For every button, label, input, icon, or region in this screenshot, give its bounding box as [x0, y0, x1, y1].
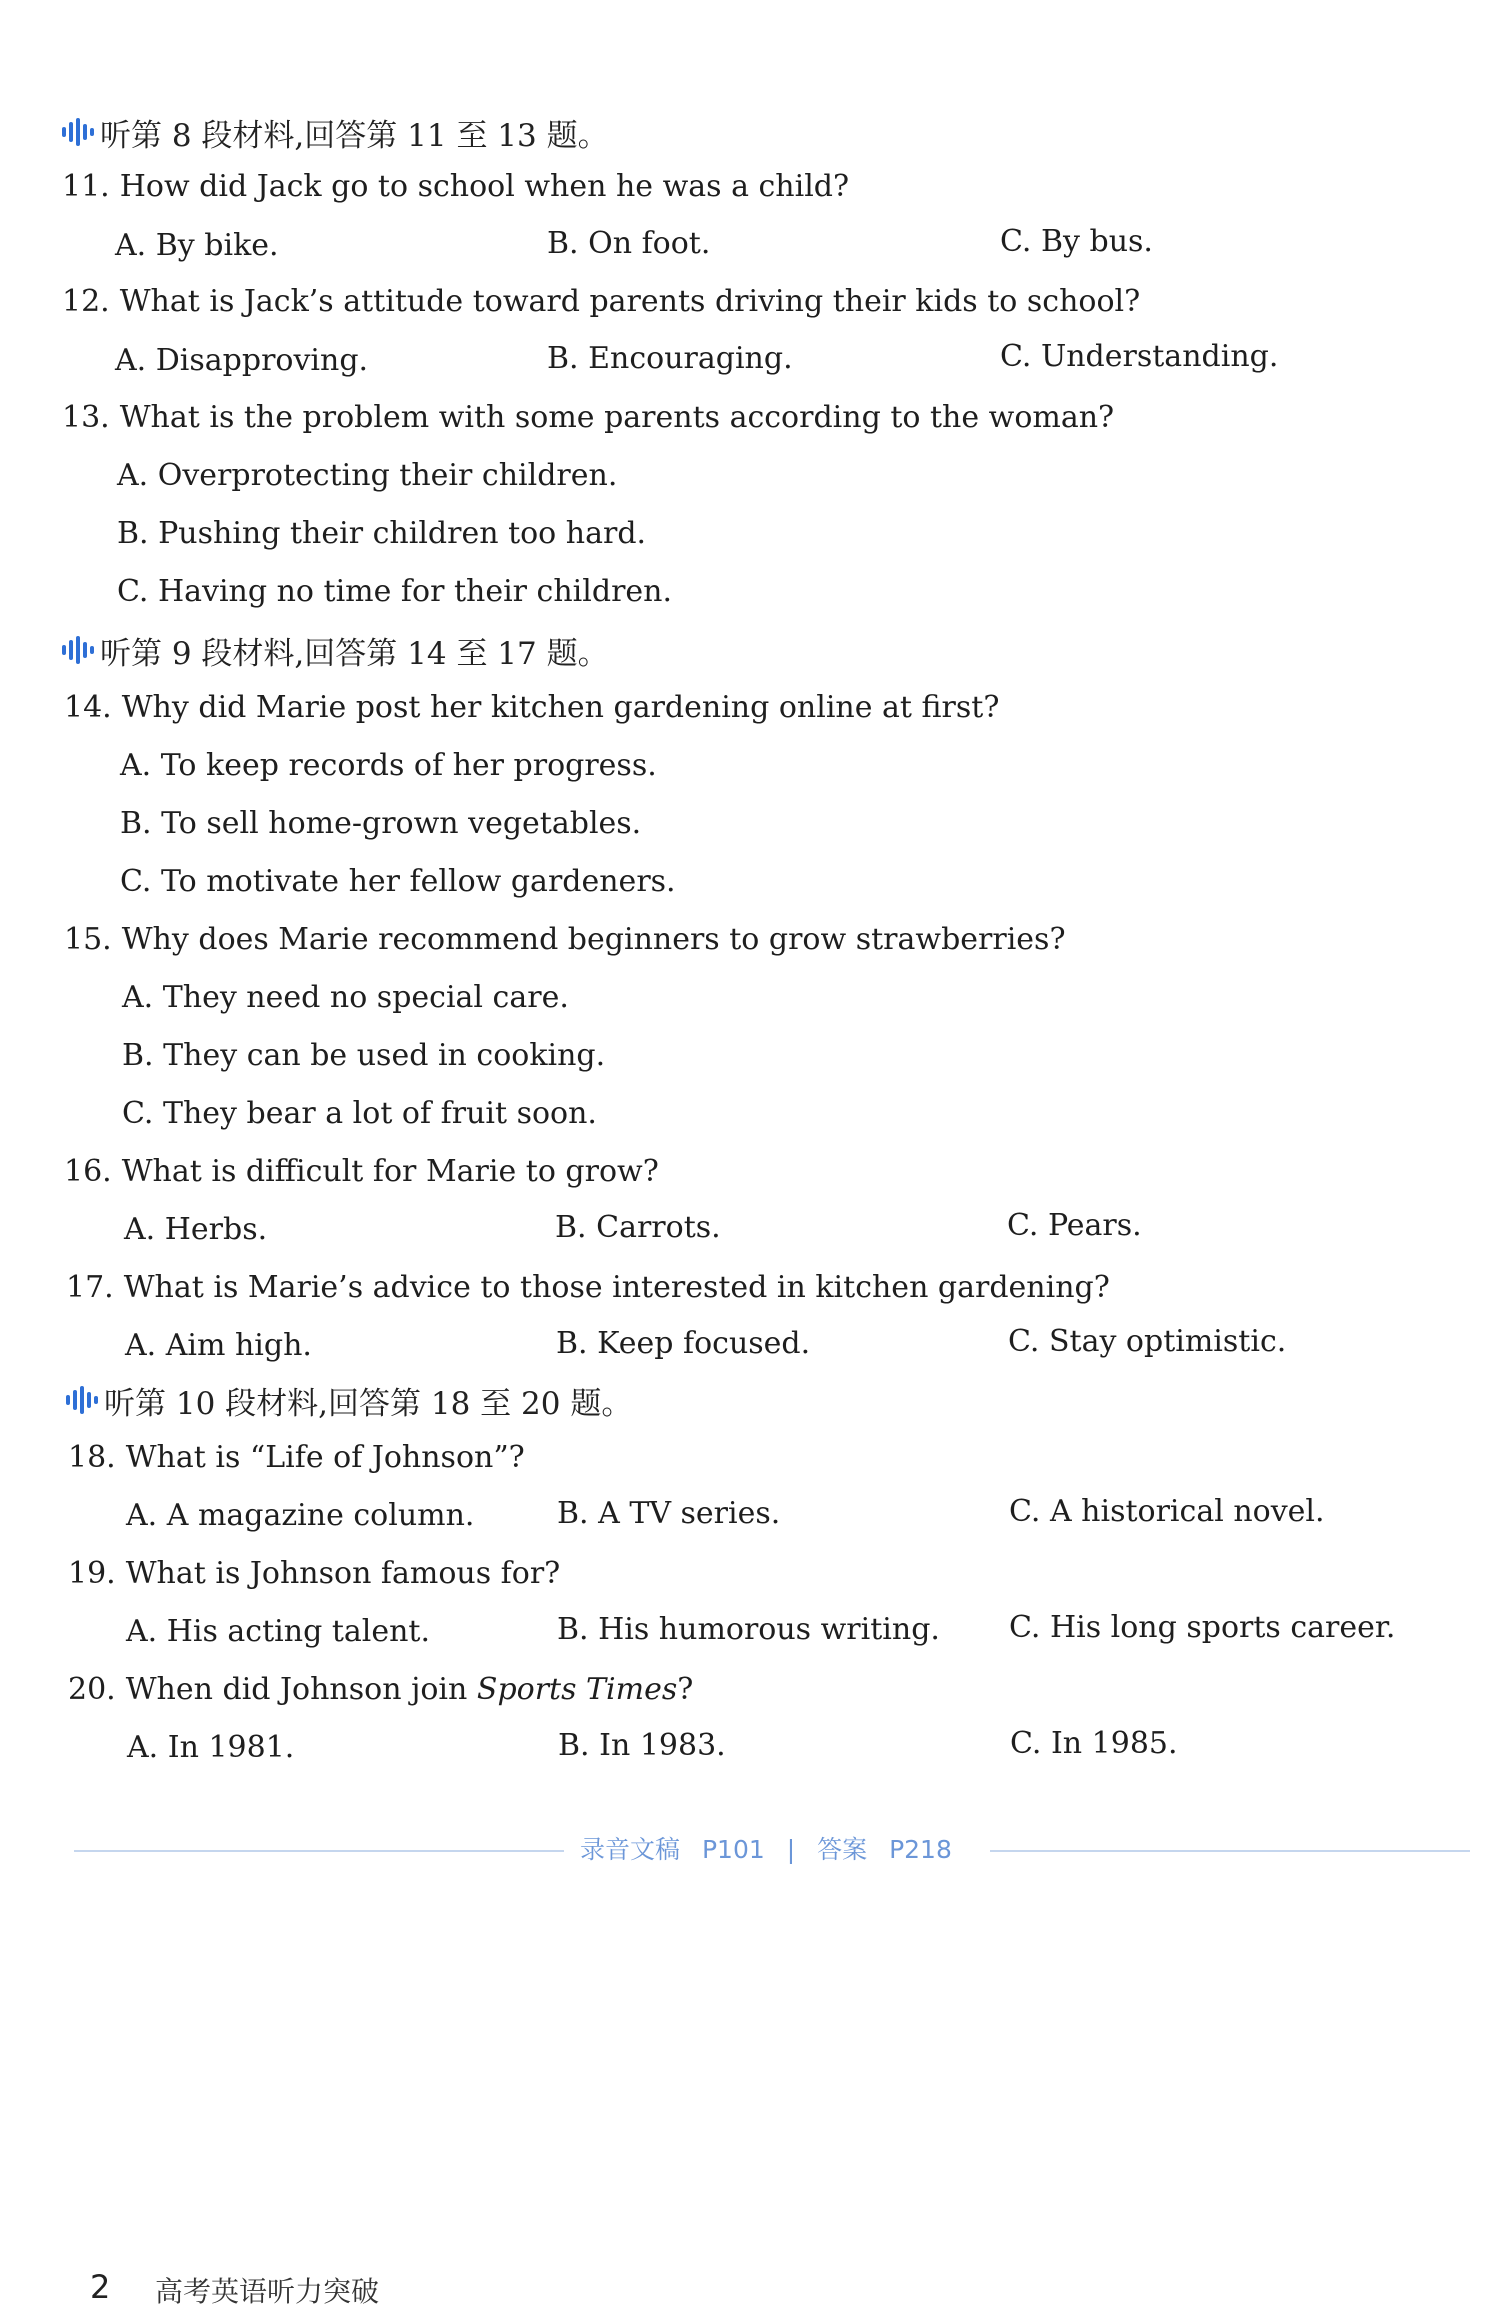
question-19 [68, 1552, 560, 1596]
answer-label: 答案 [817, 1835, 868, 1864]
transcript-page-link[interactable]: P101 [701, 1835, 765, 1864]
option-15-c: C. They bear a lot of fruit soon. [122, 1096, 597, 1131]
option-17-c: C. Stay optimistic. [1008, 1324, 1287, 1359]
transcript-label: 录音文稿 [580, 1835, 681, 1864]
section-heading-text: 听第 10 段材料,回答第 18 至 20 题。 [104, 1385, 633, 1422]
option-19-a: A. His acting talent. [126, 1614, 431, 1649]
question-punctuation: ? [677, 1672, 694, 1707]
footer-separator: | [786, 1835, 796, 1864]
question-text: When did Johnson join [125, 1672, 477, 1707]
question-number: 17. [66, 1270, 114, 1305]
audio-wave-icon [62, 635, 94, 665]
option-12-c: C. Understanding. [1000, 339, 1279, 374]
option-15-b: B. They can be used in cooking. [122, 1038, 606, 1073]
option-19-b: B. His humorous writing. [557, 1612, 940, 1647]
question-text: What is Johnson famous for? [125, 1556, 561, 1591]
option-20-c: C. In 1985. [1010, 1726, 1178, 1761]
option-17-b: B. Keep focused. [556, 1326, 811, 1361]
audio-wave-icon [66, 1385, 98, 1415]
option-18-c: C. A historical novel. [1009, 1494, 1325, 1529]
option-16-c: C. Pears. [1007, 1208, 1142, 1243]
footer-references [580, 1826, 966, 1874]
option-18-a: A. A magazine column. [126, 1498, 475, 1533]
question-18 [68, 1436, 525, 1480]
option-15-a: A. They need no special care. [122, 980, 569, 1015]
question-11 [62, 165, 849, 209]
option-11-b: B. On foot. [547, 226, 711, 261]
question-14 [64, 686, 999, 730]
question-number: 20. [68, 1672, 116, 1707]
section-heading-text: 听第 8 段材料,回答第 11 至 13 题。 [100, 117, 609, 154]
footer-divider-right [990, 1850, 1470, 1852]
option-11-c: C. By bus. [1000, 224, 1153, 259]
section-heading-8 [62, 110, 609, 154]
question-number: 12. [62, 284, 110, 319]
question-13 [62, 396, 1114, 440]
question-text: What is the problem with some parents according to the woman? [119, 400, 1115, 435]
question-text: What is “Life of Johnson”? [125, 1440, 525, 1475]
option-14-b: B. To sell home-grown vegetables. [120, 806, 642, 841]
section-heading-10 [66, 1378, 632, 1422]
option-13-b: B. Pushing their children too hard. [117, 516, 647, 551]
question-16 [64, 1150, 659, 1194]
question-number: 11. [62, 169, 110, 204]
option-11-a: A. By bike. [115, 228, 279, 263]
question-17 [66, 1266, 1110, 1310]
question-text: Why does Marie recommend beginners to grow strawberries? [121, 922, 1066, 957]
option-19-c: C. His long sports career. [1009, 1610, 1396, 1645]
question-20 [68, 1668, 693, 1712]
question-number: 13. [62, 400, 110, 435]
option-14-c: C. To motivate her fellow gardeners. [120, 864, 676, 899]
question-text: What is Jack’s attitude toward parents driving their kids to school? [119, 284, 1141, 319]
option-16-b: B. Carrots. [555, 1210, 721, 1245]
option-12-a: A. Disapproving. [115, 343, 369, 378]
option-13-a: A. Overprotecting their children. [117, 458, 618, 493]
option-20-a: A. In 1981. [127, 1730, 295, 1765]
question-15 [64, 918, 1066, 962]
question-12 [62, 280, 1140, 324]
question-text: Why did Marie post her kitchen gardening online at first? [121, 690, 1000, 725]
question-number: 16. [64, 1154, 112, 1189]
option-13-c: C. Having no time for their children. [117, 574, 673, 609]
publication-title: Sports Times [476, 1672, 678, 1707]
book-title: 高考英语听力突破 [155, 2275, 380, 2308]
option-16-a: A. Herbs. [124, 1212, 268, 1247]
question-text: What is difficult for Marie to grow? [121, 1154, 659, 1189]
question-number: 15. [64, 922, 112, 957]
option-17-a: A. Aim high. [125, 1328, 312, 1363]
page-number: 2 [90, 2268, 111, 2306]
option-20-b: B. In 1983. [558, 1728, 726, 1763]
answer-page-link[interactable]: P218 [889, 1835, 952, 1864]
option-18-b: B. A TV series. [557, 1496, 781, 1531]
option-12-b: B. Encouraging. [547, 341, 793, 376]
audio-wave-icon [62, 117, 94, 147]
section-heading-text: 听第 9 段材料,回答第 14 至 17 题。 [100, 635, 609, 672]
question-number: 19. [68, 1556, 116, 1591]
section-heading-9 [62, 628, 609, 672]
question-number: 18. [68, 1440, 116, 1475]
option-14-a: A. To keep records of her progress. [120, 748, 657, 783]
question-text: How did Jack go to school when he was a child? [119, 169, 850, 204]
question-text: What is Marie’s advice to those interested in kitchen gardening? [123, 1270, 1110, 1305]
question-number: 14. [64, 690, 112, 725]
footer-divider-left [74, 1850, 564, 1852]
